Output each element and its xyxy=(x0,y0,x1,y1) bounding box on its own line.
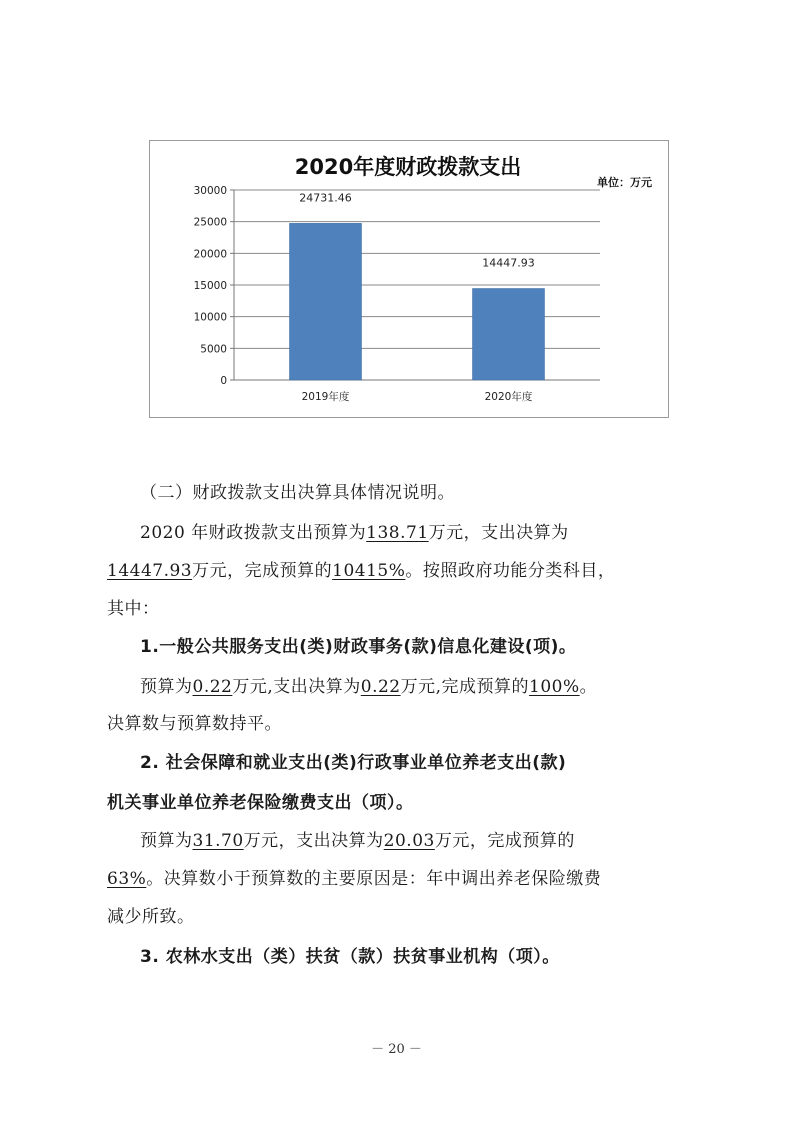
y-tick-label: 20000 xyxy=(193,248,227,261)
data-label: 14447.93 xyxy=(482,256,535,270)
section-heading: （二）财政拨款支出决算具体情况说明。 xyxy=(140,483,455,503)
item-2-line-2 xyxy=(107,864,601,889)
bar xyxy=(290,223,362,380)
intro-line-1 xyxy=(140,518,569,543)
item-2-line-3: 减少所致。 xyxy=(107,907,195,927)
item-text: 万元,完成预算的 xyxy=(400,677,530,697)
item-3-title: 3. 农林水支出（类）扶贫（款）扶贫事业机构（项）。 xyxy=(140,947,560,967)
intro-text: 万元，完成预算的 xyxy=(192,561,333,581)
y-tick-label: 25000 xyxy=(193,216,227,229)
item-2-budget: 31.70 xyxy=(192,831,244,851)
item-1-rate: 100% xyxy=(529,677,580,697)
intro-line-2 xyxy=(107,556,615,581)
chart-unit-label: 单位：万元 xyxy=(597,176,652,189)
item-2-line-1 xyxy=(140,826,575,851)
item-text: 万元，完成预算的 xyxy=(434,831,575,851)
item-text: 预算为 xyxy=(140,831,193,851)
y-tick-label: 30000 xyxy=(193,185,227,197)
bar-chart xyxy=(150,141,668,417)
item-1-budget: 0.22 xyxy=(192,677,233,697)
item-1-line-1 xyxy=(140,672,597,697)
page-number: － 20 － xyxy=(371,1042,422,1057)
item-2-rate: 63% xyxy=(107,869,147,889)
y-tick-label: 0 xyxy=(220,375,227,387)
intro-text: 。按照政府功能分类科目， xyxy=(405,561,616,581)
intro-text: 万元，支出决算为 xyxy=(428,523,569,543)
item-1-title: 1.一般公共服务支出(类)财政事务(款)信息化建设(项)。 xyxy=(140,637,577,657)
y-tick-label: 5000 xyxy=(200,343,227,356)
budget-amount: 138.71 xyxy=(366,523,429,543)
item-text: 。 xyxy=(579,677,598,697)
intro-line-3: 其中： xyxy=(107,599,160,619)
item-2-actual: 20.03 xyxy=(383,831,435,851)
chart-title: 2020年度财政拨款支出 xyxy=(294,155,522,179)
item-2-title-line-2: 机关事业单位养老保险缴费支出（项）。 xyxy=(107,793,414,813)
bar xyxy=(473,288,545,380)
item-text: 万元,支出决算为 xyxy=(232,677,361,697)
y-tick-label: 15000 xyxy=(193,280,227,292)
item-text: 。决算数小于预算数的主要原因是：年中调出养老保险缴费 xyxy=(146,869,602,889)
actual-amount: 14447.93 xyxy=(107,561,193,581)
item-1-line-2: 决算数与预算数持平。 xyxy=(107,714,282,734)
x-tick-label: 2019年度 xyxy=(301,391,350,403)
data-label: 24731.46 xyxy=(299,191,352,205)
completion-rate: 10415% xyxy=(332,561,406,581)
intro-text: 2020 年财政拨款支出预算为 xyxy=(140,523,367,543)
item-text: 预算为 xyxy=(140,677,193,697)
x-tick-label: 2020年度 xyxy=(484,391,533,403)
item-2-title-line-1: 2. 社会保障和就业支出(类)行政事业单位养老支出(款) xyxy=(140,753,567,773)
y-tick-label: 10000 xyxy=(193,311,227,324)
item-text: 万元，支出决算为 xyxy=(243,831,384,851)
chart-frame xyxy=(149,140,669,418)
item-1-actual: 0.22 xyxy=(360,677,401,697)
